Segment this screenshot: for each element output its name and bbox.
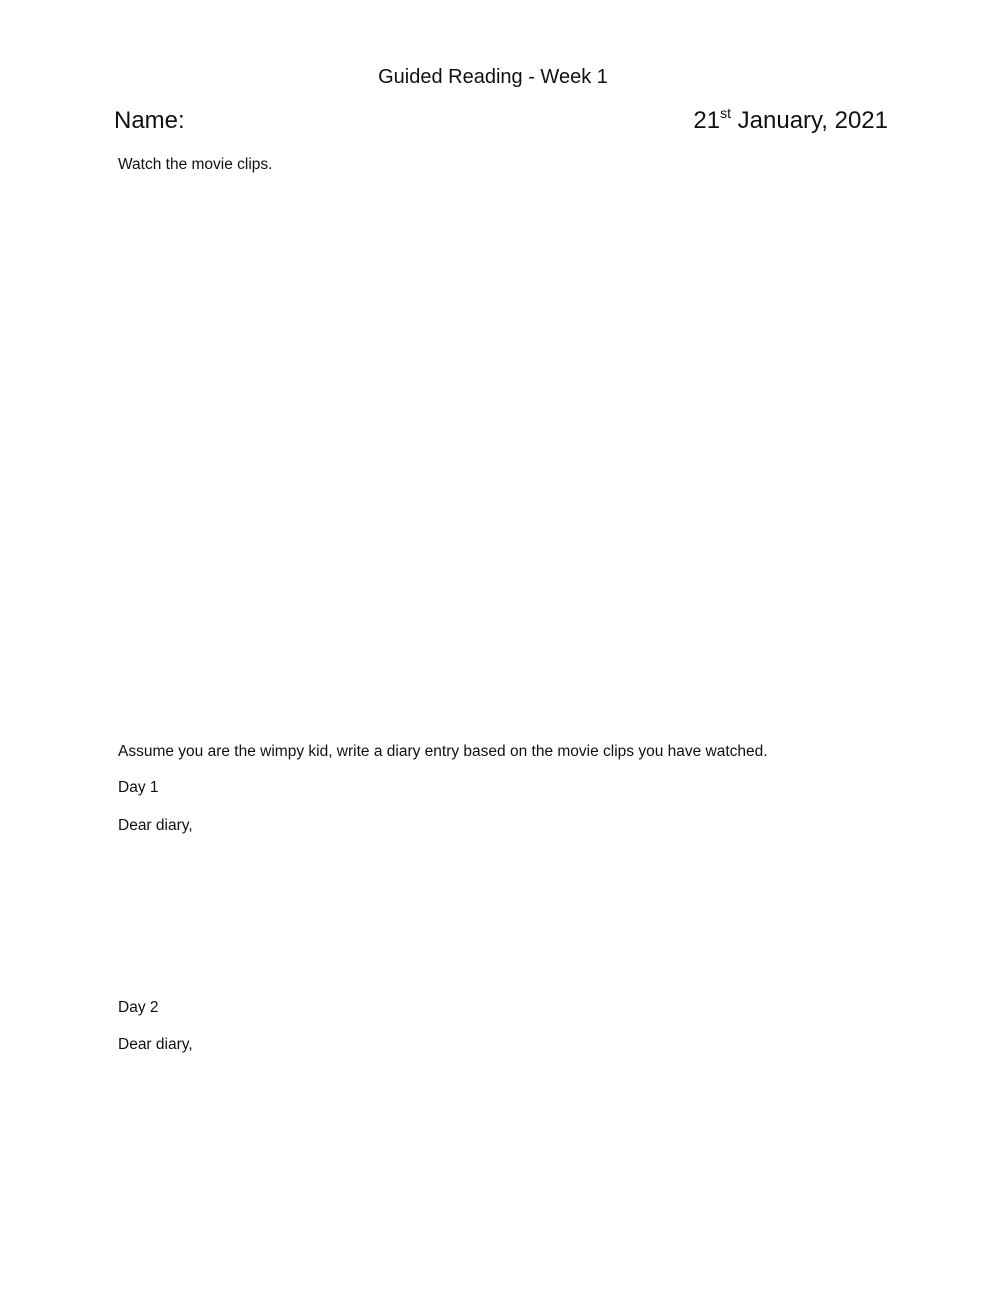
name-label: Name: (114, 107, 185, 134)
day-1-greeting: Dear diary, (118, 817, 193, 834)
day-2-greeting: Dear diary, (118, 1036, 193, 1053)
day-2-label: Day 2 (118, 999, 159, 1016)
date-suffix: st (720, 105, 731, 121)
instruction-watch: Watch the movie clips. (118, 156, 273, 173)
date-day: 21 (693, 107, 721, 134)
instruction-diary: Assume you are the wimpy kid, write a diary entry based on the movie clips you have watched. (118, 743, 768, 760)
date-rest: January, 2021 (731, 107, 888, 134)
date (693, 106, 888, 136)
page-title: Guided Reading - Week 1 (378, 66, 608, 88)
day-1-label: Day 1 (118, 779, 159, 796)
